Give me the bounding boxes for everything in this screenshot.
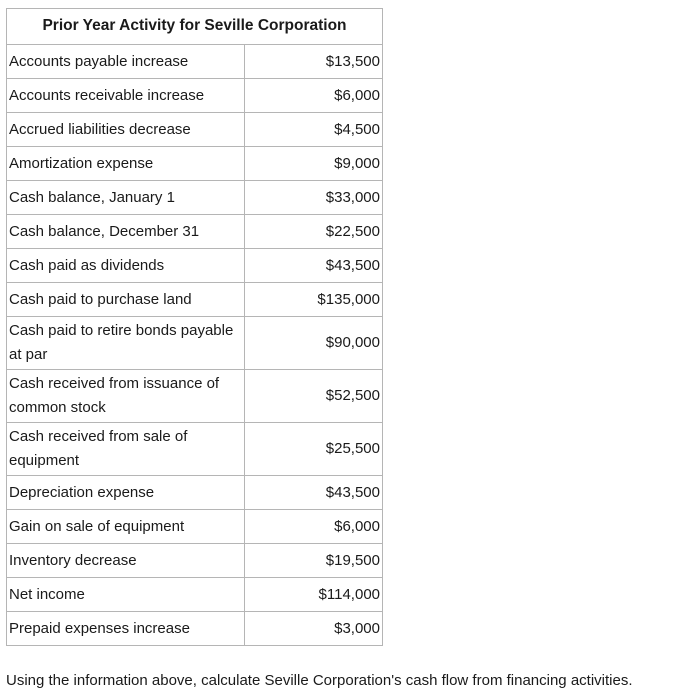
- table-body: [7, 45, 383, 646]
- row-label: Gain on sale of equipment: [7, 510, 245, 544]
- row-label: Cash paid to purchase land: [7, 283, 245, 317]
- row-label: Cash received from issuance of common stock: [7, 370, 245, 423]
- row-value: $3,000: [245, 612, 383, 646]
- row-value: $25,500: [245, 423, 383, 476]
- table-row: [7, 370, 383, 423]
- table-row: [7, 476, 383, 510]
- row-value: $43,500: [245, 476, 383, 510]
- row-label: Inventory decrease: [7, 544, 245, 578]
- table-row: [7, 423, 383, 476]
- table-row: [7, 79, 383, 113]
- row-value: $33,000: [245, 181, 383, 215]
- row-label: Cash paid as dividends: [7, 249, 245, 283]
- table-row: [7, 249, 383, 283]
- table-title: Prior Year Activity for Seville Corporation: [6, 8, 383, 44]
- row-label: Prepaid expenses increase: [7, 612, 245, 646]
- row-value: $13,500: [245, 45, 383, 79]
- row-label: Amortization expense: [7, 147, 245, 181]
- question-text: Using the information above, calculate Seville Corporation's cash flow from financing activities.: [6, 672, 633, 689]
- row-value: $135,000: [245, 283, 383, 317]
- row-label: Accrued liabilities decrease: [7, 113, 245, 147]
- row-value: $19,500: [245, 544, 383, 578]
- table-row: [7, 113, 383, 147]
- table-row: [7, 45, 383, 79]
- table-row: [7, 612, 383, 646]
- row-label: Cash paid to retire bonds payable at par: [7, 317, 245, 370]
- table-row: [7, 578, 383, 612]
- row-value: $43,500: [245, 249, 383, 283]
- row-value: $22,500: [245, 215, 383, 249]
- activity-table: [6, 8, 383, 646]
- table-row: [7, 510, 383, 544]
- table-row: [7, 181, 383, 215]
- row-value: $90,000: [245, 317, 383, 370]
- row-label: Cash balance, December 31: [7, 215, 245, 249]
- row-value: $114,000: [245, 578, 383, 612]
- table-row: [7, 215, 383, 249]
- row-value: $52,500: [245, 370, 383, 423]
- table-row: [7, 147, 383, 181]
- row-label: Net income: [7, 578, 245, 612]
- table-row: [7, 544, 383, 578]
- row-label: Accounts payable increase: [7, 45, 245, 79]
- table-row: [7, 283, 383, 317]
- row-label: Depreciation expense: [7, 476, 245, 510]
- row-value: $4,500: [245, 113, 383, 147]
- row-value: $6,000: [245, 79, 383, 113]
- row-value: $6,000: [245, 510, 383, 544]
- row-value: $9,000: [245, 147, 383, 181]
- row-label: Accounts receivable increase: [7, 79, 245, 113]
- row-label: Cash balance, January 1: [7, 181, 245, 215]
- row-label: Cash received from sale of equipment: [7, 423, 245, 476]
- table-row: [7, 317, 383, 370]
